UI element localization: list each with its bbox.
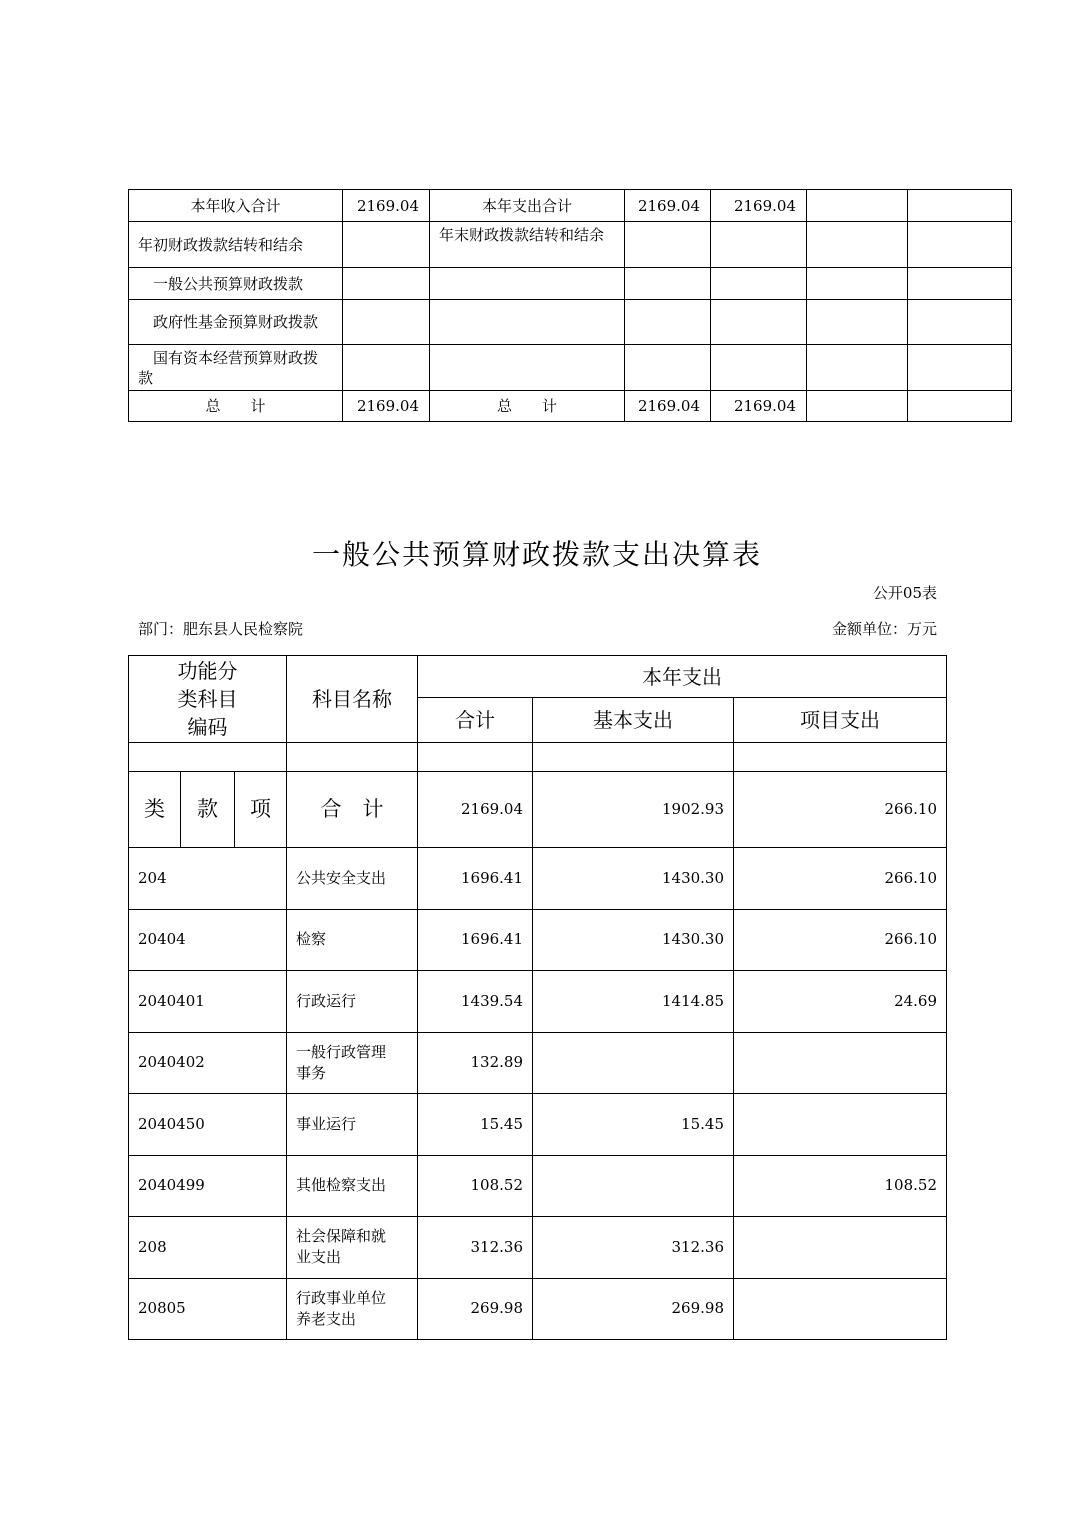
row-label xyxy=(430,268,625,300)
row-project: 266.10 xyxy=(734,848,947,910)
row-label xyxy=(430,345,625,391)
row-label xyxy=(430,300,625,345)
table-row xyxy=(129,909,947,971)
row-basic: 1430.30 xyxy=(533,848,734,910)
expenditure-table xyxy=(128,655,947,1340)
code-group-header: 功能分类科目编码 xyxy=(129,656,287,743)
row-value xyxy=(908,345,1012,391)
row-value xyxy=(908,268,1012,300)
row-project: 108.52 xyxy=(734,1155,947,1217)
row-basic: 1430.30 xyxy=(533,909,734,971)
lei-label: 类 xyxy=(129,772,181,848)
row-label: 年末财政拨款结转和结余 xyxy=(430,222,625,268)
row-total: 312.36 xyxy=(418,1217,533,1279)
subject-name-header: 科目名称 xyxy=(287,656,418,743)
row-value xyxy=(807,222,908,268)
row-label: 政府性基金预算财政拨款 xyxy=(129,300,343,345)
row-label: 总 计 xyxy=(129,391,343,422)
row-value xyxy=(711,268,807,300)
row-value: 2169.04 xyxy=(625,391,711,422)
summary-table xyxy=(128,189,1012,422)
row-code: 2040401 xyxy=(129,971,287,1033)
total-header: 合计 xyxy=(418,698,533,743)
row-value xyxy=(625,268,711,300)
row-value xyxy=(343,222,430,268)
row-project: 266.10 xyxy=(734,909,947,971)
row-label: 年初财政拨款结转和结余 xyxy=(129,222,343,268)
row-subject-name: 社会保障和就业支出 xyxy=(287,1217,418,1279)
row-subject-name: 行政事业单位养老支出 xyxy=(287,1278,418,1340)
row-value: 2169.04 xyxy=(343,391,430,422)
summary-row xyxy=(129,190,1012,222)
project-header: 项目支出 xyxy=(734,698,947,743)
table-row xyxy=(129,1278,947,1340)
row-label: 总 计 xyxy=(430,391,625,422)
row-value xyxy=(807,345,908,391)
row-value: 2169.04 xyxy=(625,190,711,222)
sum-project: 266.10 xyxy=(734,772,947,848)
row-project xyxy=(734,1217,947,1279)
row-value xyxy=(625,300,711,345)
row-code: 2040402 xyxy=(129,1032,287,1094)
summary-row xyxy=(129,300,1012,345)
row-value xyxy=(625,222,711,268)
row-total: 108.52 xyxy=(418,1155,533,1217)
basic-header: 基本支出 xyxy=(533,698,734,743)
summary-row xyxy=(129,345,1012,391)
sum-basic: 1902.93 xyxy=(533,772,734,848)
row-total: 269.98 xyxy=(418,1278,533,1340)
row-label: 国有资本经营预算财政拨款 xyxy=(129,345,343,391)
data-rows xyxy=(129,848,947,1340)
row-subject-name: 事业运行 xyxy=(287,1094,418,1156)
unit-label: 金额单位：万元 xyxy=(831,620,937,638)
table-row xyxy=(129,1217,947,1279)
row-value xyxy=(711,300,807,345)
row-value xyxy=(343,345,430,391)
summary-row xyxy=(129,391,1012,422)
table-row xyxy=(129,1094,947,1156)
row-project: 24.69 xyxy=(734,971,947,1033)
row-basic xyxy=(533,1155,734,1217)
department-label: 部门：肥东县人民检察院 xyxy=(138,620,304,638)
row-value xyxy=(807,300,908,345)
page-title: 一般公共预算财政拨款支出决算表 xyxy=(311,538,762,571)
row-code: 204 xyxy=(129,848,287,910)
row-label: 一般公共预算财政拨款 xyxy=(129,268,343,300)
row-subject-name: 行政运行 xyxy=(287,971,418,1033)
xiang-label: 项 xyxy=(235,772,287,848)
row-total: 1439.54 xyxy=(418,971,533,1033)
row-value xyxy=(711,222,807,268)
row-value xyxy=(807,268,908,300)
row-value xyxy=(908,391,1012,422)
row-total: 132.89 xyxy=(418,1032,533,1094)
row-project xyxy=(734,1032,947,1094)
row-code: 208 xyxy=(129,1217,287,1279)
row-subject-name: 公共安全支出 xyxy=(287,848,418,910)
row-basic xyxy=(533,1032,734,1094)
row-value xyxy=(625,345,711,391)
header-row xyxy=(129,656,947,698)
row-subject-name: 检察 xyxy=(287,909,418,971)
row-label: 本年支出合计 xyxy=(430,190,625,222)
row-value xyxy=(711,345,807,391)
row-subject-name: 其他检察支出 xyxy=(287,1155,418,1217)
blank-row xyxy=(129,743,947,772)
form-number: 公开05表 xyxy=(872,584,937,602)
row-project xyxy=(734,1094,947,1156)
row-value xyxy=(343,268,430,300)
row-value xyxy=(807,190,908,222)
row-value xyxy=(343,300,430,345)
row-value: 2169.04 xyxy=(711,391,807,422)
row-value: 2169.04 xyxy=(711,190,807,222)
row-value xyxy=(908,190,1012,222)
sum-label: 合 计 xyxy=(287,772,418,848)
row-project xyxy=(734,1278,947,1340)
table-row xyxy=(129,1155,947,1217)
row-value xyxy=(807,391,908,422)
row-value xyxy=(908,300,1012,345)
sum-row xyxy=(129,772,947,848)
sum-total: 2169.04 xyxy=(418,772,533,848)
table-row xyxy=(129,971,947,1033)
row-value xyxy=(908,222,1012,268)
row-basic: 15.45 xyxy=(533,1094,734,1156)
kuan-label: 款 xyxy=(181,772,235,848)
row-code: 2040499 xyxy=(129,1155,287,1217)
table-row xyxy=(129,848,947,910)
row-subject-name: 一般行政管理事务 xyxy=(287,1032,418,1094)
summary-row xyxy=(129,222,1012,268)
row-basic: 312.36 xyxy=(533,1217,734,1279)
row-value: 2169.04 xyxy=(343,190,430,222)
row-label: 本年收入合计 xyxy=(129,190,343,222)
row-basic: 269.98 xyxy=(533,1278,734,1340)
table-row xyxy=(129,1032,947,1094)
this-year-header: 本年支出 xyxy=(418,656,947,698)
row-basic: 1414.85 xyxy=(533,971,734,1033)
row-code: 20404 xyxy=(129,909,287,971)
row-code: 20805 xyxy=(129,1278,287,1340)
row-code: 2040450 xyxy=(129,1094,287,1156)
row-total: 1696.41 xyxy=(418,909,533,971)
row-total: 1696.41 xyxy=(418,848,533,910)
row-total: 15.45 xyxy=(418,1094,533,1156)
summary-row xyxy=(129,268,1012,300)
